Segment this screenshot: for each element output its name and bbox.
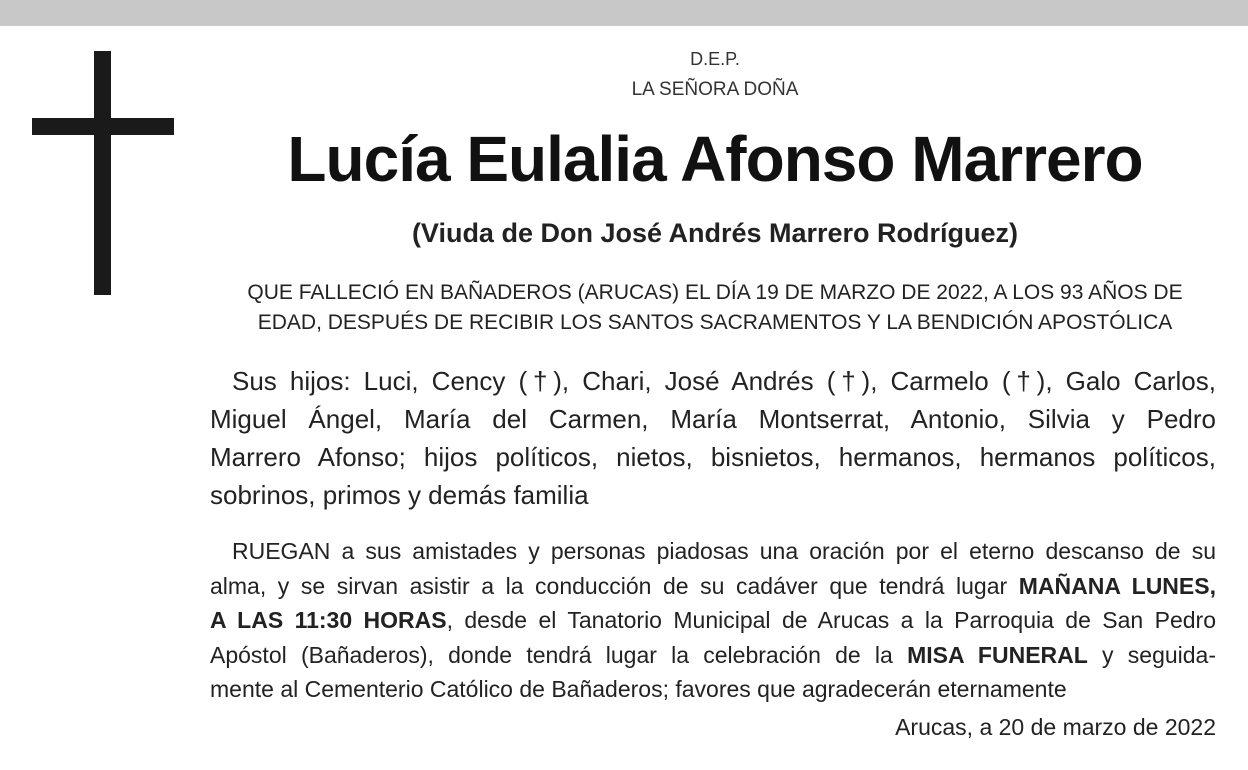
funeral-time-bold: A LAS 11:30 HORAS (210, 607, 447, 633)
widow-of-line: (Viuda de Don José Andrés Marrero Rodríguez) (411, 218, 1019, 248)
cross-icon-horizontal (32, 118, 174, 135)
funeral-line (210, 603, 1216, 638)
deceased-name: Lucía Eulalia Afonso Marrero (287, 123, 1143, 195)
obituary-card (0, 26, 1248, 770)
family-line: sobrinos, primos y demás familia (210, 480, 589, 510)
funeral-request-paragraph (210, 534, 1216, 707)
honorific-label: LA SEÑORA DOÑA (631, 79, 799, 100)
family-paragraph (210, 362, 1216, 514)
funeral-line: RUEGAN a sus amistades y personas piadosas una oración por el eterno descanso de su (232, 538, 1216, 564)
cross-icon-vertical (94, 51, 111, 295)
funeral-text: alma, y se sirvan asistir a la conducción de su cadáver que tendrá lugar (210, 572, 1019, 599)
death-notice (210, 278, 1220, 338)
dep-label: D.E.P. (690, 49, 740, 69)
funeral-line (210, 569, 1216, 604)
family-line: Miguel Ángel, María del Carmen, María Montserrat, Antonio, Silvia y Pedro (210, 404, 1216, 434)
funeral-text: Apóstol (Bañaderos), donde tendrá lugar la celebración de la (210, 641, 908, 668)
funeral-line: mente al Cementerio Católico de Bañaderos; favores que agradecerán eternamente (210, 676, 1067, 702)
death-notice-line: EDAD, DESPUÉS DE RECIBIR LOS SANTOS SACRAMENTOS Y LA BENDICIÓN APOSTÓLICA (257, 311, 1173, 334)
funeral-line (210, 638, 1216, 673)
family-line: Sus hijos: Luci, Cency (†), Chari, José Andrés (†), Carmelo (†), Galo Carlos, (232, 366, 1216, 396)
family-line: Marrero Afonso; hijos políticos, nietos, bisnietos, hermanos, hermanos políticos, (210, 442, 1216, 472)
misa-funeral-bold: MISA FUNERAL (907, 641, 1088, 668)
death-notice-line: QUE FALLECIÓ EN BAÑADEROS (ARUCAS) EL DÍA 19 DE MARZO DE 2022, A LOS 93 AÑOS DE (247, 281, 1183, 304)
funeral-day-bold: MAÑANA LUNES, (1018, 572, 1216, 599)
funeral-text: y seguida- (1087, 641, 1217, 668)
funeral-text: , desde el Tanatorio Municipal de Arucas a la Parroquia de San Pedro (446, 607, 1216, 633)
place-date: Arucas, a 20 de marzo de 2022 (895, 714, 1216, 740)
